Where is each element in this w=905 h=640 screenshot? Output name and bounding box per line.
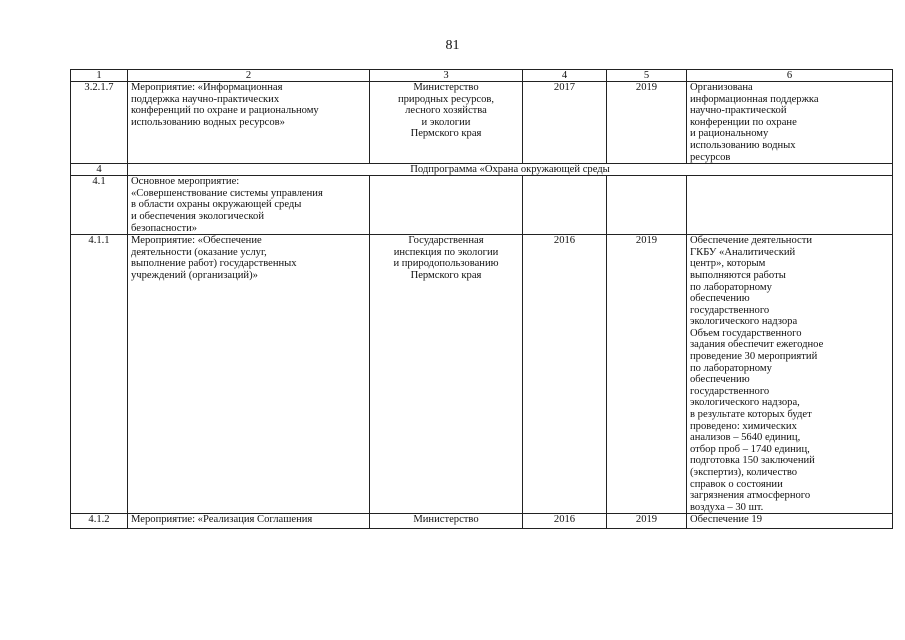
text-line: Мероприятие: «Обеспечение: [131, 235, 262, 247]
row-name: [128, 235, 370, 514]
text-line: экологического надзора: [690, 316, 798, 328]
row-name: Мероприятие: «Реализация Соглашения: [128, 514, 370, 529]
row-start-year: 2016: [523, 514, 607, 529]
text-line: отбор проб – 1740 единиц,: [690, 443, 810, 455]
text-line: анализов – 5640 единиц,: [690, 432, 801, 444]
row-executor: [370, 82, 523, 164]
text-line: воздуха – 30 шт.: [690, 501, 764, 513]
text-line: центр», которым: [690, 258, 766, 270]
row-start-year: [523, 176, 607, 235]
text-line: конференции по охране: [690, 116, 797, 128]
text-line: безопасности»: [131, 222, 198, 234]
table-row: [71, 235, 893, 514]
row-id: 4.1.2: [71, 514, 128, 529]
text-line: по лабораторному: [690, 362, 772, 374]
text-line: «Совершенствование системы управления: [131, 187, 323, 199]
text-line: в области охраны окружающей среды: [131, 199, 302, 211]
header-cell: 2: [128, 70, 370, 82]
text-line: в результате которых будет: [690, 409, 812, 421]
text-line: научно-практической: [690, 105, 787, 117]
row-executor: [370, 235, 523, 514]
row-id: 4.1.1: [71, 235, 128, 514]
text-line: Мероприятие: «Информационная: [131, 82, 283, 93]
text-line: выполнение работ) государственных: [131, 258, 297, 270]
text-line: и рациональному: [690, 128, 769, 140]
table-header-row: [71, 70, 893, 82]
text-line: поддержка научно-практических: [131, 93, 280, 105]
text-line: Обеспечение деятельности: [690, 235, 813, 247]
text-line: ГКБУ «Аналитический: [690, 246, 796, 258]
text-line: природных ресурсов,: [397, 93, 495, 105]
text-line: государственного: [690, 304, 770, 316]
text-line: по лабораторному: [690, 281, 772, 293]
text-line: проведено: химических: [690, 420, 797, 432]
row-end-year: [607, 176, 687, 235]
row-start-year: 2016: [523, 235, 607, 514]
page-number: 81: [445, 38, 460, 53]
text-line: справок о состоянии: [690, 478, 783, 490]
text-line: и природопользованию: [393, 258, 499, 270]
row-result: [687, 235, 893, 514]
row-end-year: 2019: [607, 235, 687, 514]
row-end-year: 2019: [607, 82, 687, 164]
text-line: Организована: [690, 82, 753, 93]
table-row: [71, 82, 893, 164]
text-line: обеспечению: [690, 374, 750, 386]
text-line: учреждений (организаций)»: [131, 269, 258, 281]
text-line: Государственная: [408, 235, 484, 247]
text-line: Объем государственного: [690, 327, 802, 339]
text-line: выполняются работы: [690, 269, 786, 281]
text-line: ресурсов: [690, 151, 731, 163]
text-line: проведение 30 мероприятий: [690, 351, 818, 363]
text-line: использованию водных: [690, 139, 796, 151]
row-result: Обеспечение 19: [687, 514, 893, 529]
text-line: государственного: [690, 385, 770, 397]
text-line: лесного хозяйства: [405, 105, 487, 117]
row-name: [128, 176, 370, 235]
table-row: [71, 176, 893, 235]
table-row: [71, 514, 893, 529]
text-line: экологического надзора,: [690, 397, 800, 409]
text-line: Пермского края: [410, 128, 482, 140]
row-id: 3.2.1.7: [71, 82, 128, 164]
row-end-year: 2019: [607, 514, 687, 529]
row-executor: [370, 176, 523, 235]
text-line: деятельности (оказание услуг,: [131, 246, 267, 258]
text-line: использованию водных ресурсов»: [131, 116, 285, 128]
header-cell: 6: [687, 70, 893, 82]
text-line: задания обеспечит ежегодное: [690, 339, 824, 351]
row-name: [128, 82, 370, 164]
text-line: информационная поддержка: [690, 93, 819, 105]
text-line: обеспечению: [690, 293, 750, 305]
header-cell: 3: [370, 70, 523, 82]
text-line: Основное мероприятие:: [131, 176, 240, 188]
text-line: и экологии: [421, 116, 471, 128]
text-line: подготовка 150 заключений: [690, 455, 815, 467]
text-line: Министерство: [413, 82, 479, 93]
header-cell: 5: [607, 70, 687, 82]
program-table: [70, 69, 893, 529]
row-id: 4.1: [71, 176, 128, 235]
row-executor: Министерство: [370, 514, 523, 529]
row-start-year: 2017: [523, 82, 607, 164]
header-cell: 4: [523, 70, 607, 82]
row-result: [687, 176, 893, 235]
text-line: инспекция по экологии: [393, 246, 499, 258]
subprogram-row: [71, 164, 893, 176]
row-id: 4: [71, 164, 128, 176]
text-line: конференций по охране и рациональному: [131, 105, 319, 117]
text-line: загрязнения атмосферного: [690, 490, 811, 502]
header-cell: 1: [71, 70, 128, 82]
row-result: [687, 82, 893, 164]
text-line: и обеспечения экологической: [131, 210, 265, 222]
subprogram-title: Подпрограмма «Охрана окружающей среды: [128, 164, 893, 176]
text-line: (экспертиз), количество: [690, 467, 798, 478]
text-line: Пермского края: [410, 269, 482, 281]
